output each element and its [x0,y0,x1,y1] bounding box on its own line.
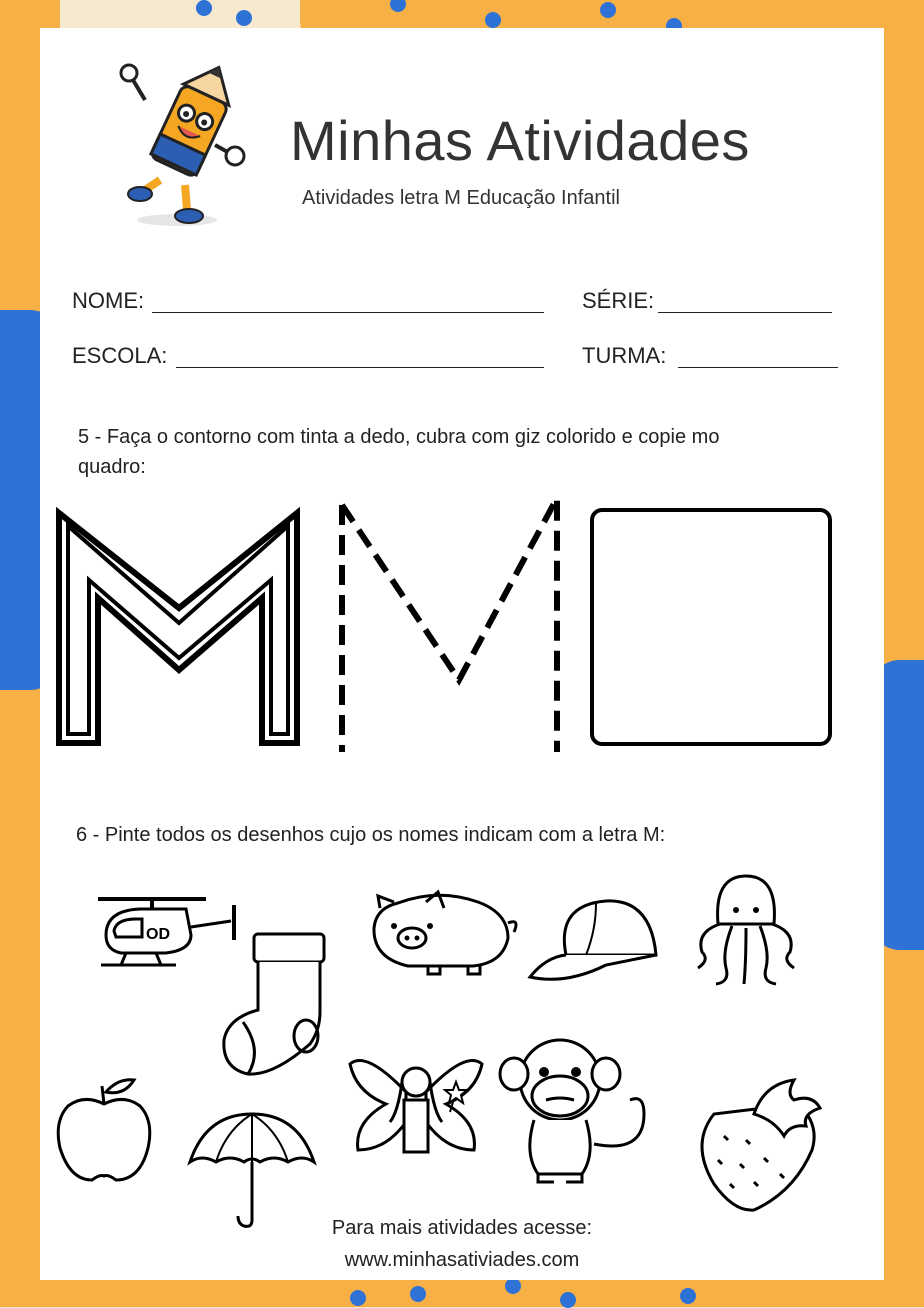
exercise6-instruction: 6 - Pinte todos os desenhos cujo os nomes indicam com a letra M: [76,824,666,846]
page-subtitle: Atividades letra M Educação Infantil [302,187,620,209]
decor-dot [196,0,212,16]
decor-dot [600,2,616,18]
copy-box[interactable] [590,508,834,748]
apple-icon[interactable] [54,1076,154,1186]
pencil-mascot-icon [115,60,255,230]
footer-line1: Para mais atividades acesse: [331,1217,593,1239]
cap-icon[interactable] [526,895,661,993]
exercise5-instruction-line2: quadro: [78,456,146,478]
school-label: ESCOLA: [72,343,168,368]
strawberry-icon[interactable] [694,1074,828,1214]
footer-website-link[interactable]: www.minhasativiades.com [344,1249,580,1271]
decor-dot [350,1290,366,1306]
class-label: TURMA: [582,343,667,368]
exercise5-instruction-line1: 5 - Faça o contorno com tinta a dedo, cubra com giz colorido e copie mo [78,426,720,448]
decor-dot [680,1288,696,1304]
pig-icon[interactable] [368,888,523,978]
umbrella-icon[interactable] [186,1110,318,1230]
dashed-letter-m[interactable] [334,490,574,755]
fairy-icon[interactable] [346,1052,486,1162]
decor-dot [505,1278,521,1294]
decor-dot [485,12,501,28]
decor-dot [410,1286,426,1302]
name-line[interactable] [152,312,544,313]
name-label: NOME: [72,288,145,313]
class-line[interactable] [678,367,838,368]
decor-dot [236,10,252,26]
grade-line[interactable] [658,312,832,313]
grade-label: SÉRIE: [582,288,655,313]
monkey-icon[interactable] [494,1034,660,1184]
page-title: Minhas Atividades [290,109,750,172]
decor-dot [560,1292,576,1308]
sock-icon[interactable] [218,930,330,1080]
svg-text:OD: OD [146,926,170,943]
outline-letter-m[interactable] [56,508,302,748]
school-line[interactable] [176,367,544,368]
octopus-icon[interactable] [686,872,806,990]
